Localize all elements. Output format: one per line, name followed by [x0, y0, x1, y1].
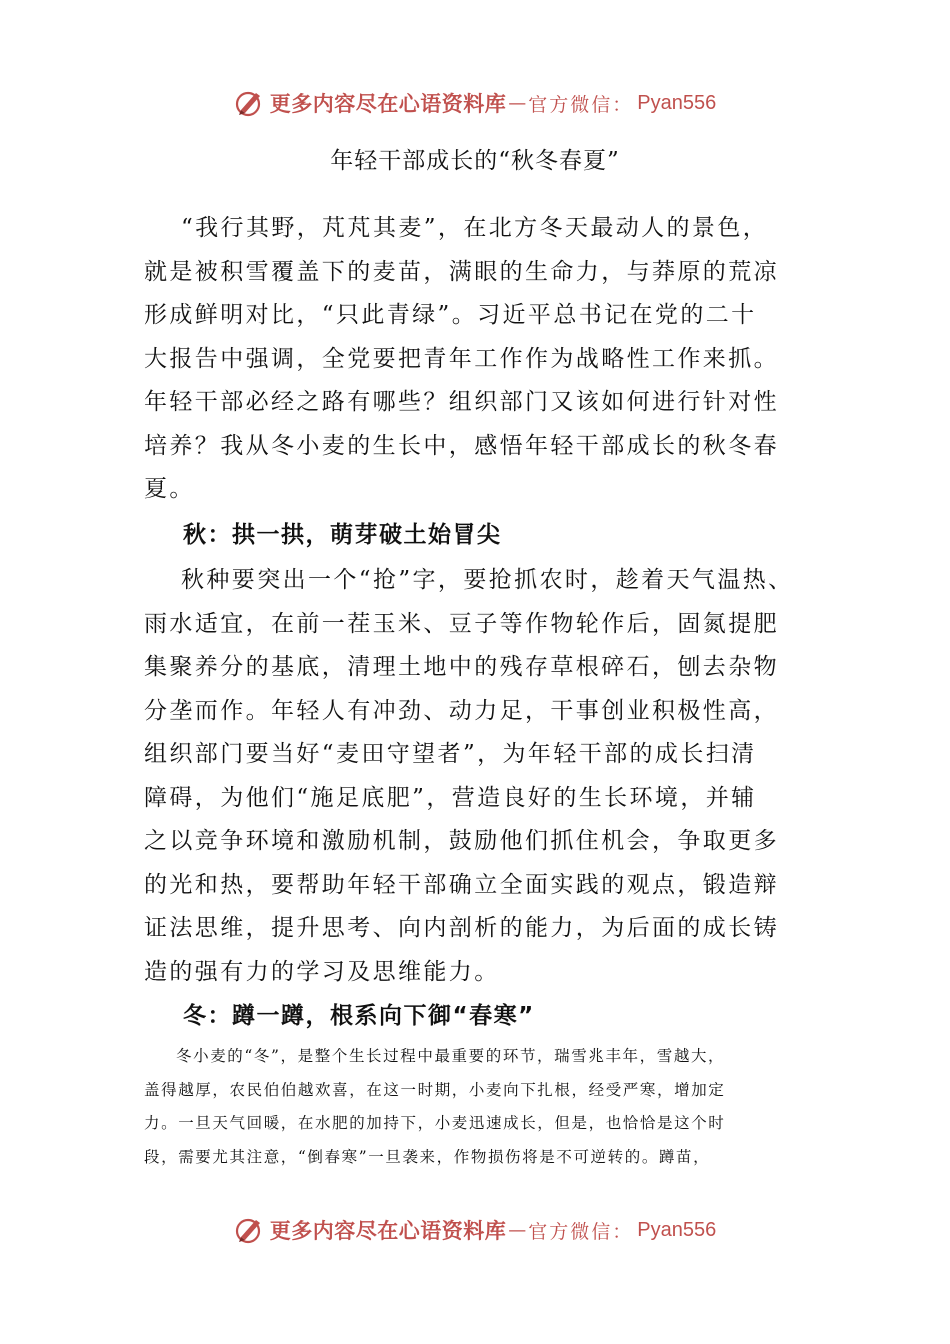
text-line: 盖得越厚，农民伯伯越欢喜，在这一时期，小麦向下扎根，经受严寒，增加定 — [144, 1080, 726, 1099]
text-line: 力。一旦天气回暖，在水肥的加持下，小麦迅速成长，但是，也恰恰是这个时 — [144, 1114, 726, 1132]
banner-separator: — — [508, 92, 527, 114]
text-line: 冬小麦的“冬”，是整个生长过程中最重要的环节，瑞雪兆丰年，雪越大， — [176, 1047, 726, 1065]
banner-wechat-id: Pyan556 — [637, 1218, 717, 1241]
header-banner — [0, 83, 950, 123]
banner-wechat-label: 官方微信： — [528, 1220, 634, 1243]
text-line: 分垄而作。年轻人有冲劲、动力足，干事创业积极性高， — [144, 697, 779, 724]
text-line: 障碍，为他们“施足底肥”，营造良好的生长环境，并辅 — [144, 784, 757, 811]
text-line: 培养？我从冬小麦的生长中，感悟年轻干部成长的秋冬春 — [144, 432, 779, 459]
document-title: 年轻干部成长的“秋冬春夏” — [330, 148, 620, 174]
text-line: 证法思维，提升思考、向内剖析的能力，为后面的成长铸 — [144, 915, 779, 941]
text-line: 夏。 — [144, 476, 195, 502]
pen-circle-logo-icon — [234, 1215, 264, 1245]
text-line: 秋种要突出一个“抢”字，要抢抓农时，趁着天气温热、 — [181, 567, 794, 593]
text-line: 形成鲜明对比，“只此青绿”。习近平总书记在党的二十 — [144, 302, 757, 328]
text-line: 组织部门要当好“麦田守望者”，为年轻干部的成长扫清 — [144, 741, 757, 767]
banner-site-text: 更多内容尽在心语资料库 — [269, 1219, 507, 1243]
section-heading-winter: 冬：蹲一蹲，根系向下御“春寒” — [183, 1003, 535, 1029]
banner-wechat-id: Pyan556 — [637, 91, 717, 114]
text-line: 集聚养分的基底，清理土地中的残存草根碎石，刨去杂物 — [144, 654, 779, 680]
section-heading-autumn: 秋：拱一拱，萌芽破土始冒尖 — [183, 522, 502, 548]
banner-site-text: 更多内容尽在心语资料库 — [269, 92, 507, 116]
text-line: 年轻干部必经之路有哪些？组织部门又该如何进行针对性 — [144, 389, 779, 415]
text-line: “我行其野，芃芃其麦”，在北方冬天最动人的景色， — [181, 215, 769, 241]
autumn-paragraph — [144, 559, 816, 994]
pen-circle-logo-icon — [234, 88, 264, 118]
text-line: 段，需要尤其注意，“倒春寒”一旦袭来，作物损伤将是不可逆转的。蹲苗， — [144, 1147, 711, 1166]
text-line: 大报告中强调，全党要把青年工作作为战略性工作来抓。 — [144, 345, 779, 372]
text-line: 的光和热，要帮助年轻干部确立全面实践的观点，锻造辩 — [144, 871, 779, 898]
text-line: 造的强有力的学习及思维能力。 — [144, 958, 500, 985]
banner-separator: — — [508, 1219, 527, 1241]
winter-paragraph — [144, 1040, 824, 1174]
footer-banner — [0, 1210, 950, 1250]
text-line: 就是被积雪覆盖下的麦苗，满眼的生命力，与莽原的荒凉 — [144, 258, 779, 285]
banner-wechat-label: 官方微信： — [528, 93, 634, 116]
intro-paragraph — [144, 207, 816, 512]
text-line: 之以竞争环境和激励机制，鼓励他们抓住机会，争取更多 — [144, 828, 779, 854]
text-line: 雨水适宜，在前一茬玉米、豆子等作物轮作后，固氮提肥 — [144, 610, 779, 637]
